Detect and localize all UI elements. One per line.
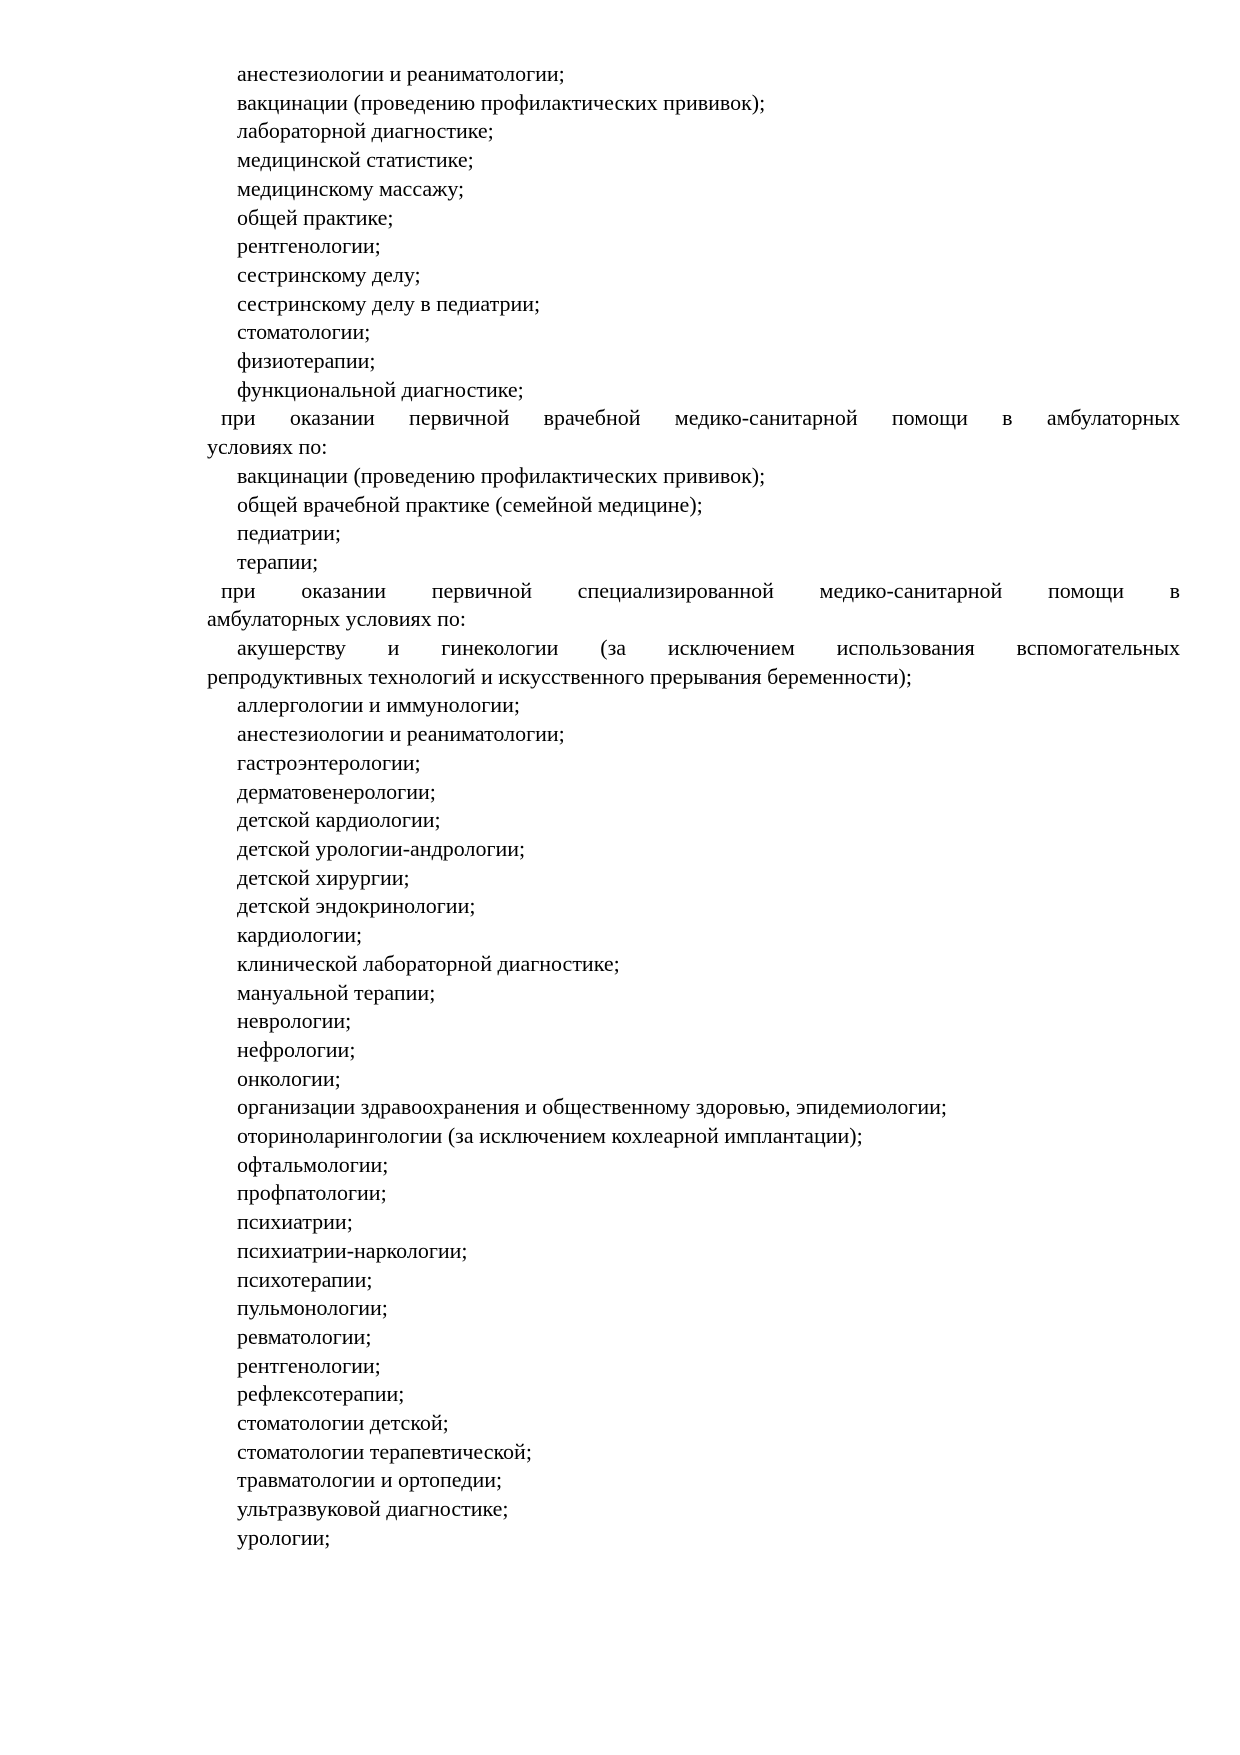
text-line: детской кардиологии; [237, 807, 441, 833]
text-line: стоматологии детской; [237, 1410, 449, 1436]
text-line: стоматологии; [237, 319, 371, 345]
text-line: ультразвуковой диагностике; [237, 1496, 509, 1522]
text-line: стоматологии терапевтической; [237, 1438, 532, 1464]
text-line: пульмонологии; [237, 1295, 388, 1321]
text-line: педиатрии; [237, 520, 341, 546]
text-line: организации здравоохранения и общественному здоровью, эпидемиологии; [237, 1094, 948, 1120]
text-line: сестринскому делу; [237, 261, 421, 287]
text-line: рентгенологии; [237, 1352, 381, 1378]
text-line: при оказании первичной врачебной медико-санитарной помощи в амбулаторных [221, 405, 1180, 431]
text-line: при оказании первичной специализированной медико-санитарной помощи в [221, 577, 1180, 603]
text-line: неврологии; [237, 1008, 352, 1034]
text-line: ревматологии; [237, 1323, 372, 1349]
text-line: аллергологии и иммунологии; [237, 692, 520, 718]
text-line: терапии; [237, 548, 319, 574]
text-line: общей врачебной практике (семейной медицине); [237, 491, 703, 517]
document-text-block [207, 60, 1180, 1553]
text-line: медицинской статистике; [237, 147, 474, 173]
text-line: амбулаторных условиях по: [207, 606, 467, 632]
text-line: травматологии и ортопедии; [237, 1467, 503, 1493]
text-line: оториноларингологии (за исключением кохлеарной имплантации); [237, 1123, 863, 1149]
text-line: анестезиологии и реаниматологии; [237, 61, 565, 86]
text-line: общей практике; [237, 204, 394, 230]
text-line: вакцинации (проведению профилактических прививок); [237, 462, 766, 488]
text-line: нефрологии; [237, 1036, 356, 1062]
text-line: детской урологии-андрологии; [237, 835, 526, 861]
text-line: лабораторной диагностике; [237, 118, 494, 144]
text-line: психотерапии; [237, 1266, 373, 1292]
text-line: рефлексотерапии; [237, 1381, 405, 1407]
text-line: гастроэнтерологии; [237, 749, 421, 775]
text-line: сестринскому делу в педиатрии; [237, 290, 541, 316]
text-line: физиотерапии; [237, 348, 376, 374]
text-line: психиатрии-наркологии; [237, 1237, 468, 1263]
text-line: условиях по: [207, 434, 328, 460]
text-line: офтальмологии; [237, 1151, 389, 1177]
text-line: медицинскому массажу; [237, 175, 465, 201]
text-line: функциональной диагностике; [237, 376, 524, 402]
text-line: детской эндокринологии; [237, 893, 476, 919]
text-line: акушерству и гинекологии (за исключением использования вспомогательных [237, 635, 1180, 661]
text-line: дерматовенерологии; [237, 778, 436, 804]
text-line: кардиологии; [237, 922, 363, 948]
text-line: анестезиологии и реаниматологии; [237, 721, 565, 747]
text-line: онкологии; [237, 1065, 341, 1091]
text-line: клинической лабораторной диагностике; [237, 950, 620, 976]
text-line: профпатологии; [237, 1180, 387, 1206]
text-line: психиатрии; [237, 1209, 353, 1235]
text-line: репродуктивных технологий и искусственного прерывания беременности); [207, 663, 912, 689]
text-line: детской хирургии; [237, 864, 410, 890]
text-line: мануальной терапии; [237, 979, 436, 1005]
text-line: урологии; [237, 1524, 331, 1550]
text-line: рентгенологии; [237, 233, 381, 259]
text-line: вакцинации (проведению профилактических прививок); [237, 89, 766, 115]
